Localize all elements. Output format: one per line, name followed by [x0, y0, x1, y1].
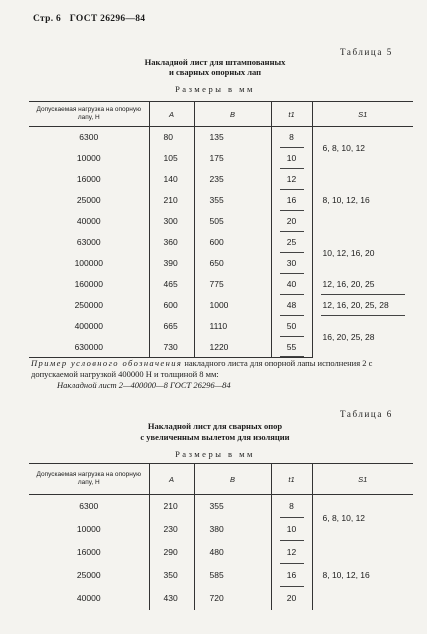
page-number: Стр. 6: [33, 14, 62, 24]
b-cell: 1110: [194, 316, 271, 337]
table6-label: Таблица 6: [340, 409, 393, 419]
load-cell: 10000: [76, 524, 101, 534]
load-cell: 6300: [79, 501, 99, 512]
load-cell: 630000: [29, 337, 149, 358]
table6-header-t1: t1: [271, 464, 312, 495]
a-cell: 210: [149, 495, 194, 518]
t-cell: 48: [271, 295, 312, 316]
table6-header-b: B: [194, 464, 271, 495]
standard-code: ГОСТ 26296—84: [69, 14, 146, 24]
load-cell: 25000: [76, 195, 101, 205]
a-cell: 210: [149, 190, 194, 211]
table6-header-row: [29, 464, 413, 495]
a-cell: 350: [149, 564, 194, 587]
a-cell: 430: [149, 587, 194, 610]
t-cell: 20: [271, 587, 312, 610]
b-cell: 505: [194, 211, 271, 232]
table5-label: Таблица 5: [340, 47, 393, 57]
s-cell: 16, 20, 25, 28: [312, 316, 413, 358]
table-row: [29, 232, 413, 253]
a-cell: 230: [149, 518, 194, 541]
s-cell: 6, 8, 10, 12: [312, 127, 413, 169]
t-cell: 8: [271, 127, 312, 148]
b-cell: 600: [194, 232, 271, 253]
table6-header-s1: S1: [312, 464, 413, 495]
b-cell: 355: [194, 495, 271, 518]
table6-caption-line2: с увеличенным вылетом для изоляции: [140, 432, 290, 442]
load-cell: 16000: [76, 547, 101, 557]
table6-header-a: A: [149, 464, 194, 495]
t-cell: 16: [271, 564, 312, 587]
example-lead: Пример условного обозначения: [31, 358, 183, 368]
b-cell: 480: [194, 541, 271, 564]
b-cell: 720: [194, 587, 271, 610]
table5-caption-line2: и сварных опорных лап: [168, 67, 262, 77]
b-cell: 1000: [194, 295, 271, 316]
t-cell: 40: [271, 274, 312, 295]
t-cell: 25: [271, 232, 312, 253]
table5-header-b: B: [194, 102, 271, 127]
load-cell: 160000: [74, 279, 103, 289]
a-cell: 105: [149, 148, 194, 169]
b-cell: 235: [194, 169, 271, 190]
a-cell: 390: [149, 253, 194, 274]
table-row: [29, 295, 413, 316]
table5-header-row: [29, 102, 413, 127]
table5-header-s1: S1: [312, 102, 413, 127]
table5: [29, 101, 413, 358]
a-cell: 600: [149, 295, 194, 316]
table6-caption-line1: Накладной лист для сварных опор: [147, 421, 283, 431]
t-cell: 50: [271, 316, 312, 337]
t-cell: 55: [271, 337, 312, 358]
s-cell: 6, 8, 10, 12: [312, 495, 413, 541]
b-cell: 1220: [194, 337, 271, 358]
t-cell: 16: [271, 190, 312, 211]
s-cell: 8, 10, 12, 16: [312, 541, 413, 610]
example-designation: Накладной лист 2—400000—8 ГОСТ 26296—84: [57, 380, 231, 390]
table6: [29, 463, 413, 610]
table-row: [29, 127, 413, 148]
table-row: [29, 169, 413, 190]
load-cell: 10000: [76, 153, 101, 163]
table6-dimensions: Размеры в мм: [175, 449, 255, 459]
table-row: [29, 495, 413, 518]
b-cell: 585: [194, 564, 271, 587]
a-cell: 360: [149, 232, 194, 253]
a-cell: 140: [149, 169, 194, 190]
load-cell: 40000: [76, 216, 101, 226]
table5-header-load: Допускаемая нагрузка на опорную лапу, Н: [29, 102, 149, 127]
a-cell: 730: [149, 337, 194, 358]
b-cell: 355: [194, 190, 271, 211]
b-cell: 775: [194, 274, 271, 295]
load-cell: 16000: [76, 174, 101, 184]
a-cell: 300: [149, 211, 194, 232]
table-row: [29, 541, 413, 564]
load-cell: 63000: [76, 237, 101, 247]
t-cell: 8: [271, 495, 312, 518]
a-cell: 290: [149, 541, 194, 564]
b-cell: 135: [194, 127, 271, 148]
table-row: [29, 274, 413, 295]
s-cell: 12, 16, 20, 25, 28: [312, 295, 413, 316]
t-cell: 12: [271, 541, 312, 564]
page-header: [33, 14, 151, 24]
table5-header-a: A: [149, 102, 194, 127]
table5-header-t1: t1: [271, 102, 312, 127]
load-cell: 100000: [74, 258, 103, 268]
load-cell: 25000: [76, 570, 101, 580]
s-cell: 10, 12, 16, 20: [312, 232, 413, 274]
example-text: накладного листа для опорной лапы исполнения 2 с допускаемой нагрузкой 400000 Н и толщиной 8 мм:: [31, 358, 373, 379]
b-cell: 650: [194, 253, 271, 274]
t-cell: 12: [271, 169, 312, 190]
load-cell: 250000: [74, 300, 103, 310]
load-cell: 400000: [74, 321, 103, 331]
t-cell: 10: [271, 148, 312, 169]
designation-example: [31, 358, 411, 391]
a-cell: 665: [149, 316, 194, 337]
b-cell: 380: [194, 518, 271, 541]
s-cell: 12, 16, 20, 25: [312, 274, 413, 295]
t-cell: 10: [271, 518, 312, 541]
t-cell: 20: [271, 211, 312, 232]
load-cell: 40000: [76, 593, 101, 603]
a-cell: 465: [149, 274, 194, 295]
s-cell: 8, 10, 12, 16: [312, 169, 413, 232]
a-cell: 80: [149, 127, 194, 148]
table6-header-load: Допускаемая нагрузка на опорную лапу, Н: [29, 464, 149, 495]
table5-dimensions: Размеры в мм: [175, 84, 255, 94]
t-cell: 30: [271, 253, 312, 274]
load-cell: 6300: [79, 132, 99, 143]
table-row: [29, 316, 413, 337]
b-cell: 175: [194, 148, 271, 169]
table5-caption-line1: Накладной лист для штампованных: [144, 57, 286, 67]
